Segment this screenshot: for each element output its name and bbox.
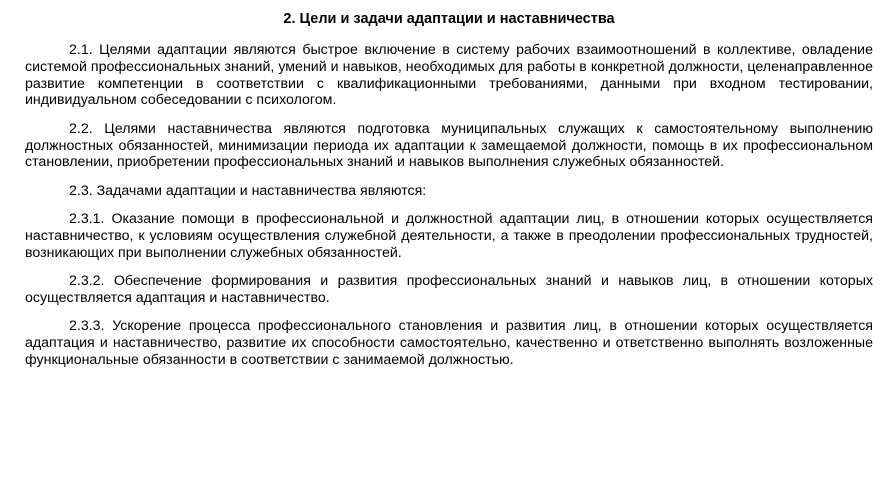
paragraph-2-3-1: 2.3.1. Оказание помощи в профессиональной и должностной адаптации лиц, в отношении которых осуществляется наставничество, к условиям осуществления служебной деятельности, а также в преодолении профессиональных трудностей, возникающих при выполнении служебных обязанностей. [25,211,873,261]
paragraph-2-3: 2.3. Задачами адаптации и наставничества являются: [69,182,427,199]
paragraph-2-2: 2.2. Целями наставничества являются подготовка муниципальных служащих к самостоятельному выполнению должностных обязанностей, минимизации периода их адаптации к замещаемой должности, помощь в их профессиональном становлении, приобретении профессиональных знаний и навыков выполнения служебных обязанностей. [25,120,873,171]
paragraph-2-3-2: 2.3.2. Обеспечение формирования и развития профессиональных знаний и навыков лиц, в отношении которых осуществляется адаптация и наставничество. [25,273,873,306]
section-title: 2. Цели и задачи адаптации и наставничества [283,11,615,27]
paragraph-2-3-3: 2.3.3. Ускорение процесса профессионального становления и развития лиц, в отношении которых осуществляется адаптация и наставничество, развитие их способности самостоятельно, качественно и ответственно выполнять возложенные функциональные обязанности в соответствии с занимаемой должностью. [25,318,873,368]
paragraph-2-1: 2.1. Целями адаптации являются быстрое включение в систему рабочих взаимоотношений в коллективе, овладение системой профессиональных знаний, умений и навыков, необходимых для работы в конкретной должности, целенаправленное развитие компетенции в соответствии с квалификационными требованиями, данными при входном тестировании, индивидуальном собеседовании с психологом. [25,42,873,109]
